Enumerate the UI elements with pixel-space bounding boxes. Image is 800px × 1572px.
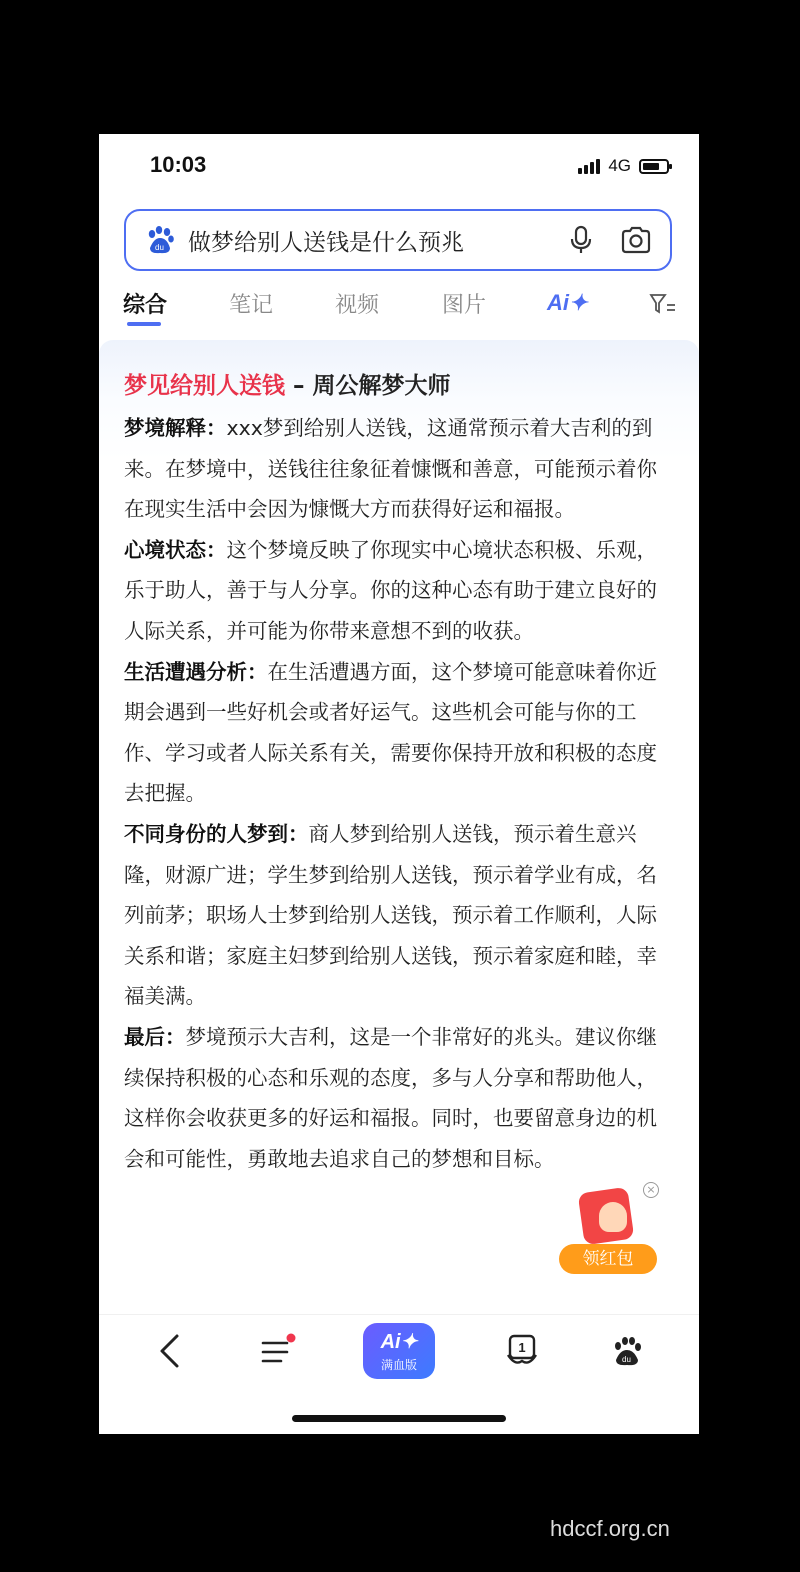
search-input[interactable]: 做梦给别人送钱是什么预兆 — [188, 229, 464, 256]
section-text: 梦境预示大吉利，这是一个非常好的兆头。建议你继续保持积极的心态和乐观的态度，多与人分享和帮助他人，这样你会收获更多的好运和福报。同时，也要留意身边的机会和可能性，勇敢地去追求自己的梦想和目标。 — [124, 1024, 657, 1171]
tab-notes[interactable]: 笔记 — [229, 293, 274, 318]
bottom-nav — [99, 1314, 699, 1434]
baidu-paw-icon[interactable] — [611, 1335, 643, 1367]
signal-icon — [578, 158, 600, 174]
tab-ai[interactable]: Ai✦ — [547, 290, 588, 315]
hand-icon — [599, 1202, 627, 1232]
watermark: hdccf.org.cn — [550, 1516, 670, 1541]
back-icon[interactable] — [157, 1333, 183, 1369]
section-text: xxx梦到给别人送钱，这通常预示着大吉利的到来。在梦境中，送钱往往象征着慷慨和善意，可能预示着你在现实生活中会因为慷慨大方而获得好运和福报。 — [124, 416, 657, 522]
section-text: 在生活遭遇方面，这个梦境可能意味着你近期会遇到一些好机会或者好运气。这些机会可能与你的工作、学习或者人际关系有关，需要你保持开放和积极的态度去把握。 — [124, 659, 657, 806]
tab-video[interactable]: 视频 — [335, 293, 380, 318]
menu-icon[interactable] — [259, 1333, 299, 1369]
tab-count: 1 — [518, 1340, 526, 1355]
svg-text:du: du — [622, 1355, 631, 1364]
network-label: 4G — [608, 156, 631, 175]
tabs-count-icon[interactable] — [505, 1333, 539, 1369]
baidu-logo-icon — [144, 224, 176, 256]
tab-images[interactable]: 图片 — [442, 293, 487, 318]
section-label: 梦境解释： — [124, 416, 227, 440]
section-life-analysis — [124, 652, 674, 814]
section-dream-explanation — [124, 408, 674, 530]
result-card[interactable] — [99, 340, 699, 1320]
section-different-identities — [124, 814, 674, 1017]
section-text: 这个梦境反映了你现实中心境状态积极、乐观，乐于助人，善于与人分享。你的这种心态有助于建立良好的人际关系，并可能为你带来意想不到的收获。 — [124, 537, 657, 643]
ai-assistant-button[interactable] — [363, 1323, 435, 1379]
svg-text:du: du — [155, 243, 164, 252]
status-time: 10:03 — [150, 152, 207, 177]
close-icon[interactable]: × — [643, 1182, 659, 1198]
section-conclusion — [124, 1017, 674, 1179]
result-title[interactable] — [124, 367, 451, 400]
red-packet-widget[interactable] — [559, 1178, 669, 1278]
home-indicator[interactable] — [292, 1415, 506, 1422]
status-bar — [99, 134, 699, 198]
ai-button-sublabel: 满血版 — [380, 1358, 417, 1372]
section-label: 生活遭遇分析： — [124, 659, 268, 684]
red-packet-button[interactable]: 领红包 — [559, 1244, 657, 1274]
search-box[interactable] — [124, 209, 672, 271]
result-body — [124, 408, 674, 1179]
section-mood-state — [124, 530, 674, 652]
phone-screen — [99, 134, 699, 1434]
section-label: 不同身份的人梦到： — [124, 821, 309, 846]
battery-icon — [639, 159, 669, 174]
notification-dot — [287, 1334, 296, 1343]
section-text: 商人梦到给别人送钱，预示着生意兴隆，财源广进；学生梦到给别人送钱，预示着学业有成，名列前茅；职场人士梦到给别人送钱，预示着工作顺利，人际关系和谐；家庭主妇梦到给别人送钱，预示着家庭和睦，幸福美满。 — [124, 821, 657, 1009]
result-title-highlight: 梦见给别人送钱 — [124, 373, 285, 399]
filter-icon[interactable] — [649, 292, 677, 316]
camera-icon[interactable] — [620, 226, 652, 254]
microphone-icon[interactable] — [568, 225, 594, 255]
tab-comprehensive[interactable]: 综合 — [123, 293, 168, 318]
section-label: 心境状态： — [124, 537, 227, 562]
status-right — [578, 156, 669, 176]
result-title-source: – 周公解梦大师 — [285, 373, 451, 399]
section-label: 最后： — [124, 1024, 186, 1049]
tab-bar — [99, 282, 699, 328]
active-tab-indicator — [127, 322, 161, 326]
ai-button-label: Ai✦ — [380, 1331, 418, 1353]
